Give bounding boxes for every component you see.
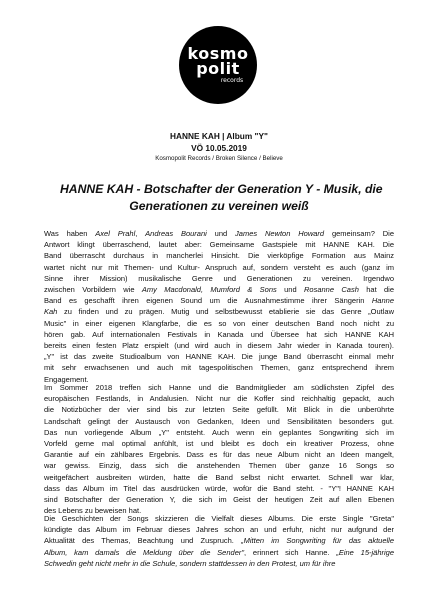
italic-run: Schwedin geht nicht mehr in die Schule, sondern stattdessen in den Protest, um für ihre (44, 558, 336, 568)
paragraph-line (44, 524, 394, 535)
text-run: Was haben (44, 229, 96, 238)
text-run: gemeinsam? Die (324, 229, 394, 238)
article-title-line-1: HANNE KAH - Botschafter der Generation Y - Musik, die (60, 182, 383, 196)
text-run: dass das Album im Titel das ausdrücken würde, wofür die Band steht. - "Y"! HANNE KAH (44, 483, 394, 493)
kosmopolit-records-logo (179, 26, 257, 104)
logo-line-records: records (220, 76, 244, 84)
paragraph-line (44, 494, 394, 505)
italic-run: Rosanne Cash (304, 285, 359, 295)
text-run: Die Geschichten der Songs skizzieren die Vielfalt dieses Albums. Die erste Single "Greta" (44, 514, 394, 523)
text-run: Band es geschafft ihren eigenen Sound um die Ausnahmestimme ihrer Sängerin (44, 296, 372, 306)
paragraph-line (44, 329, 394, 340)
logo-line-polit: polit (196, 58, 240, 78)
text-run: war gewiss. Einzig, dass sich die anstehenden Themen über ganze 16 Songs so (44, 461, 394, 471)
text-run: „Y" ist das zweite Studioalbum von HANNE KAH. Die junge Band überrascht einmal mehr (44, 352, 394, 362)
paragraph-line (44, 449, 394, 460)
text-run: mit sehr erwachsenen und auch mit tagespolitischen Themen, ganz entsprechend ihrem (44, 363, 394, 373)
italic-run: „Mitten im Songwriting für das aktuelle (241, 536, 394, 546)
paragraph-line (44, 250, 394, 261)
paragraph-line (44, 340, 394, 351)
paragraph-line (44, 284, 394, 295)
article-title-line-2: Generationen zu vereinen weiß (129, 199, 309, 213)
text-run: Engagement. (44, 374, 89, 384)
paragraph-line (44, 393, 394, 404)
italic-run: Amy Macdonald, Mumford & Sons (141, 285, 277, 295)
text-run: wartet nicht nur mit Themen- und Kultur- Anspruch auf, sondern versteht es auch (ganz im (44, 262, 394, 272)
text-run: und (276, 285, 304, 295)
paragraph-line (44, 483, 394, 494)
italic-run: Album, kam damals die Meldung über die Sender" (44, 547, 245, 557)
text-run: Das nun vorliegende Album „Y" entsteht. Auch wenn ein geplantes Songwriting sich im (44, 427, 394, 437)
text-run: Sinne ihrer Mission) musikalische Genre und Generationen zu vereinen. Irgendwo (44, 273, 394, 283)
text-run: , (135, 229, 146, 238)
paragraph-line (44, 273, 394, 284)
paragraph-line (44, 318, 394, 329)
paragraph-3 (44, 513, 394, 569)
paragraph-line (44, 228, 394, 239)
paragraph-line (44, 438, 394, 449)
text-run: weitgefächert ausbreiten würden, hatte die Band selbst nicht erwartet. Schnell war klar, (44, 472, 394, 482)
paragraph-1 (44, 228, 394, 385)
text-run: kündigte das Album im Februar dieses Jahres schon an und erfuhr, nicht nur aufgrund der (44, 525, 394, 535)
italic-run: Hanne (371, 296, 394, 306)
paragraph-line (44, 547, 394, 558)
paragraph-line (44, 306, 394, 317)
text-run: Im Sommer 2018 treffen sich Hanne und die Bandmitglieder am südlichsten Zipfel des (44, 383, 394, 392)
text-run: die Notizbücher der vier sind bis zur letzten Seite gefüllt. Mit Blick in die unberührte (44, 405, 394, 415)
paragraph-line (44, 427, 394, 438)
italic-run: Andreas Bourani (145, 229, 207, 238)
text-run: europäischen Festlands, in Andalusien. Nicht nur die Koffer sind reichhaltig gepackt, auch (44, 394, 394, 404)
italic-run: Axel Prahl (95, 229, 136, 238)
text-run: sind Botschafter der Generation Y, die sich im Geist der heutigen Zeit auf allen Ebenen (44, 495, 394, 505)
text-run: Landschaft gelingt der Austausch von Gedanken, Ideen und Sensibilitäten besonders gut. (44, 416, 394, 426)
paragraph-line (44, 351, 394, 362)
text-run: Garantie auf ein zählbares Ergebnis. Dass es für das neue Album nicht an Ideen mangelt, (44, 450, 394, 460)
paragraph-line (44, 382, 394, 393)
text-run: bereits einen festen Platz erspielt (und wird auch in diesem Jahr wieder in Kanada touren). (44, 341, 394, 351)
text-run: und (206, 229, 236, 238)
text-run: Band überrascht durchaus in mancherlei Hinsicht. Die vierköpfige Formation aus Mainz (44, 251, 394, 261)
logo-line-kosmo: kosmo (187, 43, 249, 63)
paragraph-2 (44, 382, 394, 516)
italic-run: „Eine 15-jährige (336, 547, 394, 557)
release-date: VÖ 10.05.2019 (191, 143, 247, 153)
release-heading: HANNE KAH | Album "Y" (170, 131, 268, 141)
text-run: des Lebens zu beweisen hat. (44, 506, 142, 516)
text-run: Antwort klingt überraschend, lautet aber: Gemeinsame Gastspiele mit HANNE KAH. Die (44, 240, 394, 250)
paragraph-line (44, 239, 394, 250)
article-title (60, 181, 383, 215)
paragraph-line (44, 362, 394, 373)
paragraph-line (44, 460, 394, 471)
italic-run: James Newton Howard (235, 229, 325, 238)
text-run: Music" in einer eigenen Klangfarbe, die es so von einer deutschen Band noch nicht zu (44, 318, 394, 328)
text-run: hören gab. Auf internationalen Festivals in Kanada und Übersee hat sich HANNE KAH (44, 329, 394, 339)
paragraph-line (44, 472, 394, 483)
paragraph-line (44, 416, 394, 427)
paragraph-line (44, 404, 394, 415)
paragraph-line (44, 513, 394, 524)
text-run: zu finden und zu prägen. Mutig und selbstbewusst etablierie sie das Genre „Outlaw (57, 307, 394, 317)
label-credits: Kosmopolit Records / Broken Silence / Believe (155, 155, 283, 162)
paragraph-line (44, 535, 394, 546)
text-run: , erinnert sich Hanne. (244, 547, 337, 557)
text-run: Aktualität des Themas, Beachtung und Zuspruch. (44, 536, 242, 546)
paragraph-line (44, 558, 394, 569)
text-run: zwischen Vorbildern wie (44, 285, 142, 295)
paragraph-line (44, 262, 394, 273)
text-run: hat die (358, 285, 394, 295)
paragraph-line (44, 295, 394, 306)
italic-run: Kah (44, 307, 58, 317)
text-run: Vorfeld gerne mal optimal anfühlt, ist und bleibt es doch ein kreativer Prozess, ohne (44, 439, 394, 449)
